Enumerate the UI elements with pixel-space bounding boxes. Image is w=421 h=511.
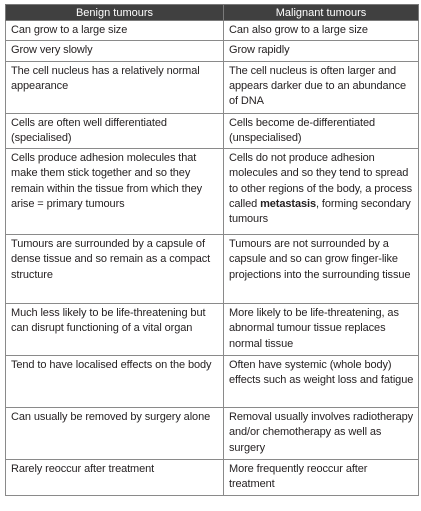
malignant-cell bbox=[224, 41, 419, 61]
benign-cell: Can grow to a large size bbox=[6, 21, 224, 41]
cell-text: , forming secondary tumours bbox=[229, 198, 411, 226]
table-row bbox=[6, 304, 419, 356]
benign-cell: Rarely reoccur after treatment bbox=[6, 460, 224, 496]
malignant-cell bbox=[224, 460, 419, 496]
malignant-cell bbox=[224, 356, 419, 408]
table-row bbox=[6, 21, 419, 41]
table-row bbox=[6, 356, 419, 408]
malignant-cell bbox=[224, 113, 419, 149]
malignant-cell bbox=[224, 149, 419, 235]
benign-cell: The cell nucleus has a relatively normal appearance bbox=[6, 61, 224, 113]
malignant-cell bbox=[224, 304, 419, 356]
table-row bbox=[6, 113, 419, 149]
cell-text: Cells do not produce adhesion molecules and so they tend to spread to other regions of the body, a process called bbox=[229, 152, 413, 211]
malignant-cell bbox=[224, 21, 419, 41]
malignant-cell bbox=[224, 61, 419, 113]
table-row bbox=[6, 235, 419, 304]
malignant-cell bbox=[224, 235, 419, 304]
benign-cell: Much less likely to be life-threatening but can disrupt functioning of a vital organ bbox=[6, 304, 224, 356]
cell-text: Cells become de-differentiated (unspecialised) bbox=[229, 116, 375, 144]
cell-text: More likely to be life-threatening, as abnormal tumour tissue replaces normal tissue bbox=[229, 307, 399, 350]
comparison-table bbox=[5, 4, 419, 496]
table-row bbox=[6, 149, 419, 235]
cell-text: Often have systemic (whole body) effects such as weight loss and fatigue bbox=[229, 359, 414, 387]
malignant-cell bbox=[224, 408, 419, 460]
cell-text: Grow rapidly bbox=[229, 44, 290, 57]
table-row bbox=[6, 408, 419, 460]
benign-cell: Grow very slowly bbox=[6, 41, 224, 61]
header-malignant: Malignant tumours bbox=[224, 5, 419, 21]
benign-cell: Cells produce adhesion molecules that make them stick together and so they remain within the tissue from which they arise = primary tumours bbox=[6, 149, 224, 235]
header-benign: Benign tumours bbox=[6, 5, 224, 21]
table-row bbox=[6, 460, 419, 496]
cell-text: More frequently reoccur after treatment bbox=[229, 463, 368, 491]
key-term: metastasis bbox=[260, 198, 316, 211]
cell-text: The cell nucleus is often larger and appears darker due to an abundance of DNA bbox=[229, 64, 407, 108]
table-row bbox=[6, 41, 419, 61]
header-row bbox=[6, 5, 419, 21]
benign-cell: Cells are often well differentiated (specialised) bbox=[6, 113, 224, 149]
benign-cell: Can usually be removed by surgery alone bbox=[6, 408, 224, 460]
benign-cell: Tumours are surrounded by a capsule of dense tissue and so remain as a compact structure bbox=[6, 235, 224, 304]
cell-text: Can also grow to a large size bbox=[229, 24, 368, 36]
cell-text: Tumours are not surrounded by a capsule and so can grow finger-like projections into the surrounding tissue bbox=[229, 238, 411, 281]
table-row bbox=[6, 61, 419, 113]
cell-text: Removal usually involves radiotherapy and/or chemotherapy as well as surgery bbox=[229, 411, 414, 454]
benign-cell: Tend to have localised effects on the body bbox=[6, 356, 224, 408]
